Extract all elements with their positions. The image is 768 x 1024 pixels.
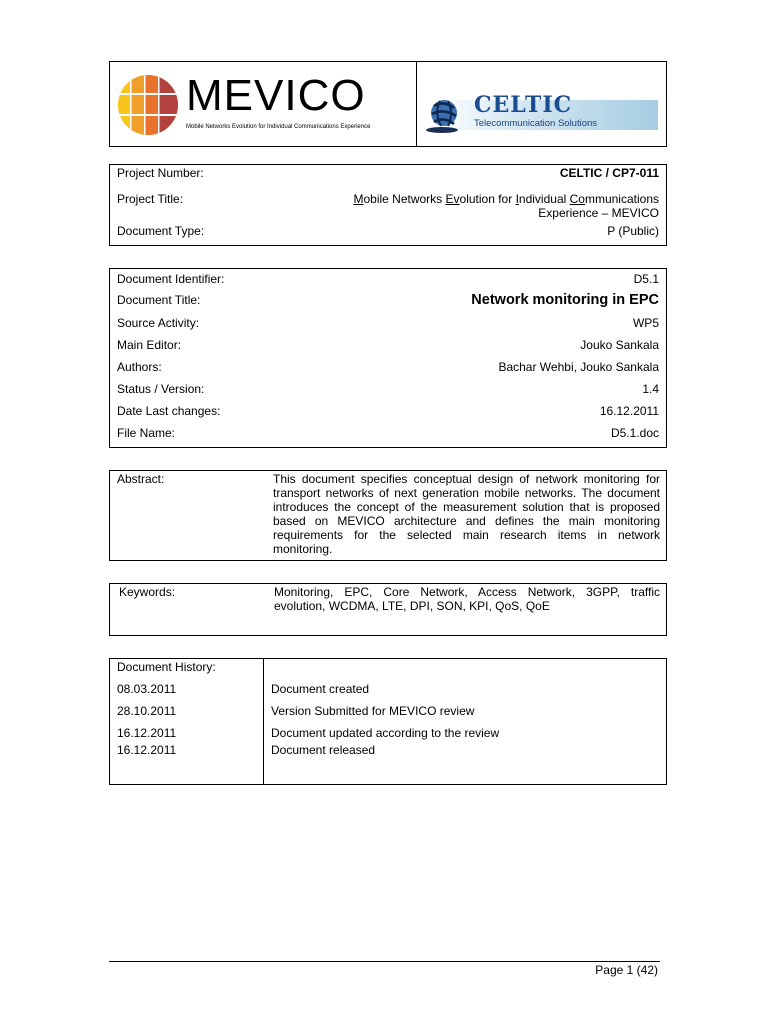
history-date: 08.03.2011	[117, 682, 177, 696]
history-label: Document History:	[117, 660, 216, 674]
history-entry: Document created	[271, 682, 370, 696]
celtic-globe-icon	[424, 96, 464, 136]
history-entry: Version Submitted for MEVICO review	[271, 704, 475, 718]
document-identifier-value: D5.1	[633, 272, 659, 286]
abstract-text: This document specifies conceptual design of network monitoring for transport networks of next generation mobile networks. The document introduces the concept of the measurement solution that is proposed based on MEVICO architecture and defines the main monitoring requirements for the selected main research items in network monitoring.	[273, 472, 660, 556]
keywords-text: Monitoring, EPC, Core Network, Access Network, 3GPP, traffic evolution, WCDMA, LTE, DPI, SON, KPI, QoS, QoE	[274, 585, 660, 613]
history-date: 16.12.2011	[117, 743, 177, 757]
mevico-logo-text: MEVICO	[186, 71, 366, 120]
celtic-logo-text: CELTIC	[474, 92, 573, 118]
header-divider	[416, 62, 417, 146]
document-title-label: Document Title:	[117, 293, 201, 307]
abstract-label: Abstract:	[117, 472, 165, 486]
title-part: olution for	[459, 192, 516, 206]
title-underline-ev: Ev	[445, 192, 460, 206]
status-version-label: Status / Version:	[117, 382, 205, 396]
title-part: mmunications	[584, 192, 659, 206]
file-name-value: D5.1.doc	[610, 426, 659, 440]
document-identifier-label: Document Identifier:	[117, 272, 225, 286]
authors-label: Authors:	[117, 360, 162, 374]
history-date: 16.12.2011	[117, 726, 177, 740]
abstract-box	[109, 470, 667, 561]
page-number: Page 1 (42)	[595, 963, 658, 977]
project-info-table	[109, 164, 667, 246]
project-title-label: Project Title:	[117, 192, 184, 206]
title-underline-m: M	[353, 192, 364, 206]
title-part: ndividual	[518, 192, 570, 206]
project-title-value-line2: Experience – MEVICO	[538, 206, 659, 220]
source-activity-label: Source Activity:	[117, 316, 200, 330]
mevico-logo-tagline: Mobile Networks Evolution for Individual Communications Experience	[186, 124, 371, 130]
status-version-value: 1.4	[642, 382, 659, 396]
date-last-changes-label: Date Last changes:	[117, 404, 221, 418]
document-title-value: Network monitoring in EPC	[471, 292, 659, 308]
title-underline-co: Co	[569, 192, 585, 206]
history-entry: Document updated according to the review	[271, 726, 500, 740]
header-logos	[109, 61, 667, 147]
date-last-changes-value: 16.12.2011	[599, 404, 659, 418]
mevico-logo-graphic	[116, 73, 180, 137]
project-title-value-line1	[353, 192, 659, 206]
source-activity-value: WP5	[632, 316, 659, 330]
document-info-table	[109, 268, 667, 448]
history-date: 28.10.2011	[117, 704, 177, 718]
document-history-table	[109, 658, 667, 785]
file-name-label: File Name:	[117, 426, 176, 440]
document-type-label: Document Type:	[117, 224, 205, 238]
history-divider	[263, 659, 264, 784]
title-underline-i: I	[515, 192, 519, 206]
history-entry: Document released	[271, 743, 376, 757]
footer-rule	[109, 961, 660, 962]
keywords-label: Keywords:	[119, 585, 176, 599]
main-editor-value: Jouko Sankala	[580, 338, 659, 352]
keywords-box	[109, 583, 667, 636]
authors-value: Bachar Wehbi, Jouko Sankala	[498, 360, 659, 374]
main-editor-label: Main Editor:	[117, 338, 182, 352]
project-number-value: CELTIC / CP7-011	[559, 166, 659, 180]
celtic-logo-tagline: Telecommunication Solutions	[474, 118, 598, 129]
document-type-value: P (Public)	[607, 224, 659, 238]
title-part: obile Networks	[363, 192, 446, 206]
project-number-label: Project Number:	[117, 166, 204, 180]
